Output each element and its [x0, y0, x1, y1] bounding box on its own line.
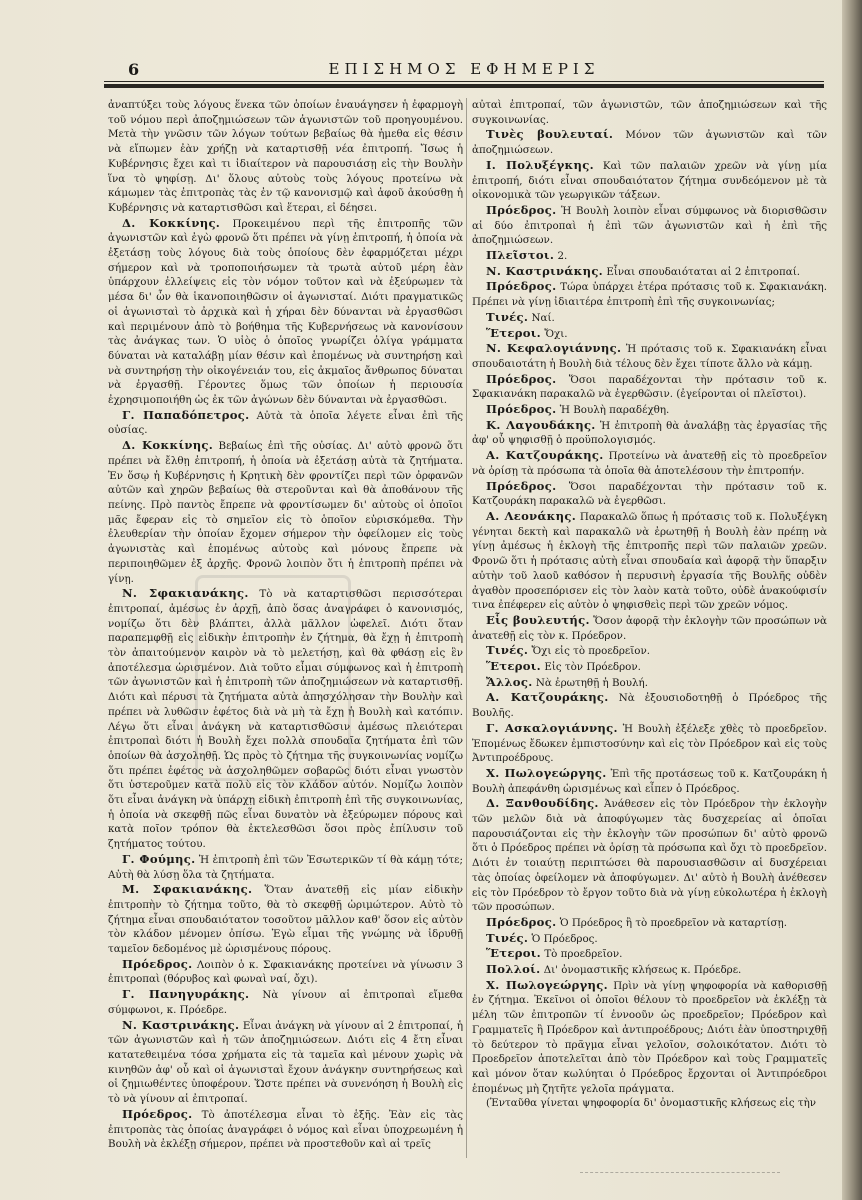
speaker-name: Τινὲς βουλευταί.	[486, 127, 614, 142]
speech-text: Λοιπὸν ὁ κ. Σφακιανάκης προτείνει νὰ γίνωσιν 3 ἐπιτροπαὶ (θόρυβος καὶ φωναὶ ναί, ὄχι).	[108, 958, 463, 986]
speech-paragraph	[472, 402, 827, 418]
speaker-name: Εἷς βουλευτής.	[486, 612, 590, 627]
speech-paragraph	[472, 690, 827, 720]
speaker-name: Τινές.	[486, 643, 529, 658]
speaker-name: Ν. Κεφαλογιάννης.	[486, 341, 622, 356]
speech-text: Μόνον τῶν ἀγωνιστῶν καὶ τῶν ἀποζημιώσεων.	[472, 129, 827, 157]
speaker-name: Πλεῖστοι.	[486, 248, 555, 263]
header-rule-thin	[104, 81, 824, 82]
speech-text: ἀναπτύξει τοὺς λόγους ἕνεκα τῶν ὁποίων ἐναυάγησεν ἡ ἐφαρμογὴ τοῦ νόμου περὶ ἀποζημιώσεων τῶν ἀγωνιστῶν τοῦ προηγουμένου. Μετὰ τὴν γνῶσιν τῶν λόγων τούτων βεβαίως θὰ ἠμεθα εἰς θέσιν νὰ εἴπωμεν ἐὰν χρήζῃ νὰ καταρτισθῇ νέα ἐπιτροπή. Ἴσως ἡ Κυβέρνησις ἔχει καὶ τι ἰδιαίτερον νὰ παρουσιάσῃ εἰς τὴν Βουλὴν ἵνα τὸ ψηφίσῃ. Δι' ὅλους αὐτοὺς τοὺς λόγους προτείνω νὰ κάμωμεν τὰς ἐπιτροπὰς τὰς ἐν τῷ κανονισμῷ καὶ ἀφοῦ ἀκούσθῃ ἡ Κυβέρνησις νὰ καταρτισθῶσι καὶ ἕτεραι, εἰ δέησει.	[108, 99, 463, 214]
speech-text: Τὸ νὰ καταρτισθῶσι περισσότεραι ἐπιτροπαί, ἀμέσως ἐν ἀρχῇ, ἀπὸ ὅσας ἀναγράφει ὁ κανονισμός, νομίζω ὅτι δὲν βλάπτει, ἀλλὰ μᾶλλον ὠφελεῖ. Διότι ὅταν παραπεμφθῇ εἰς εἰδικὴν ἐπιτροπὴν ἐν ζήτημα, θὰ ἔχῃ ἡ ἐπιτροπὴ τὸν ἀπαιτούμενον καιρὸν νὰ τὸ μελετήσῃ, καὶ θὰ φθάσῃ εἰς ἓν ἀποτέλεσμα ὡρισμένον. Διὰ τοῦτο εἶμαι σύμφωνος καὶ ἡ ἐπιτροπὴ τῶν ἀγωνιστῶν καὶ ἡ ἐπιτροπὴ τῶν ἀποζημιώσεων νὰ καταρτισθῇ. Διότι καὶ πέρυσι τὰ ζητήματα αὐτὰ ἀπησχόλησαν τὴν Βουλὴν καὶ πρέπει νὰ λυθῶσιν ἐφέτος διὰ νὰ μὴ τὰ ἔχῃ ἡ Βουλὴ καὶ κατόπιν. Λέγω ὅτι εἶναι ἀνάγκη νὰ καταρτισθῶσιν ἀμέσως πλειότεραι ἐπιτροπαὶ διότι ἡ Βουλὴ ἔχει πολλὰ σπουδαῖα ζητήματα ἐπὶ τῶν ὁποίων θὰ ἀσχοληθῇ. Ὡς πρὸς τὸ ζήτημα τῆς συγκοινωνίας νομίζω ὅτι πρέπει ἐφέτος νὰ ἀσχοληθῶμεν σοβαρῶς διότι εἶναι γνωστὸν ὅτι ὑστεροῦμεν κατὰ πολὺ εἰς τὸν κλάδον αὐτόν. Νομίζω λοιπὸν ὅτι εἶναι ἀνάγκη νὰ ὑπάρχῃ εἰδικὴ ἐπιτροπὴ ἐπὶ τῆς συγκοινωνίας, ἡ ὁποία νὰ σκεφθῇ πῶς εἶναι δυνατὸν νὰ ἐξεύρωμεν πόρους καὶ κατὰ ποῖον τρόπον θὰ ἐκτελεσθῶσι ὅσοι πρὸς ἐπίλυσιν τοῦ ζητήματος τούτου.	[108, 588, 463, 851]
speaker-name: Πρόεδρος.	[486, 279, 557, 294]
speaker-name: Α. Λεονάκης.	[486, 508, 577, 523]
speech-text: Ὅσον ἀφορᾷ τὴν ἐκλογὴν τῶν προσώπων νὰ ἀνατεθῇ εἰς τὸν κ. Πρόεδρον.	[472, 614, 827, 642]
speaker-name: Πρόεδρος.	[486, 914, 557, 929]
speaker-name: Πρόεδρος.	[486, 202, 557, 217]
speech-paragraph	[472, 796, 827, 915]
speech-text: Νὰ ἐρωτηθῇ ἡ Βουλή.	[535, 676, 648, 689]
speech-text: Εἶναι σπουδαιόταται αἱ 2 ἐπιτροπαί.	[606, 265, 801, 278]
speaker-name: Κ. Λαγουδάκης.	[486, 417, 596, 432]
speaker-name: Πολλοί.	[486, 962, 541, 977]
speaker-name: Ν. Σφακιανάκης.	[122, 586, 249, 601]
page-header	[104, 54, 824, 90]
speech-paragraph	[472, 158, 827, 203]
right-column	[472, 98, 827, 1173]
speech-text: Βεβαίως ἐπὶ τῆς οὐσίας. Δι' αὐτὸ φρονῶ ὅτι πρέπει νὰ ἔλθῃ ἐπιτροπή, ἡ ὁποία νὰ ἐξετάσῃ αὐτὰ τὰ ζητήματα. Ἐν ὅσῳ ἡ Κυβέρνησις ἡ Κρητικὴ δὲν φροντίζει περὶ τῶν ὀρφανῶν αὐτῶν καὶ χηρῶν βεβαίως θὰ στεροῦνται καὶ θὰ ἀποθάνουν τῆς πείνης. Πρὸ παντὸς ἔπρεπε νὰ φροντίσωμεν δι' αὐτοὺς οἱ ὁποῖοι μᾶς ἔφεραν εἰς τὸ σημεῖον εἰς τὸ ὁποῖον εὑρισκόμεθα. Τὴν ἐλευθερίαν τὴν ὁποίαν ἔχομεν σήμερον τὴν ὀφείλομεν εἰς τοὺς ἀγωνιστὰς καὶ ἑπομένως αὐτοὺς καὶ μόνους ἔπρεπε νὰ περιποιηθῶμεν ἐξ ἀρχῆς. Φρονῶ λοιπὸν ὅτι ἡ ἐπιτροπὴ πρέπει νὰ γίνῃ.	[108, 440, 463, 585]
speech-paragraph	[108, 408, 463, 438]
speech-paragraph	[472, 264, 827, 280]
footer-mark	[580, 1158, 780, 1173]
speaker-name: Μ. Σφακιανάκης.	[122, 882, 253, 897]
speech-paragraph	[472, 418, 827, 448]
speech-text: (Ἐνταῦθα γίνεται ψηφοφορία δι' ὀνομαστικῆς κλήσεως εἰς τὴν	[486, 1097, 817, 1110]
speech-paragraph	[108, 852, 463, 882]
speech-paragraph	[472, 127, 827, 157]
speaker-name: Χ. Πωλογεώργης.	[486, 765, 607, 780]
speech-text: Νὰ ἐξουσιοδοτηθῇ ὁ Πρόεδρος τῆς Βουλῆς.	[472, 692, 827, 720]
speech-paragraph	[108, 98, 463, 216]
speaker-name: Πρόεδρος.	[486, 402, 557, 417]
speech-paragraph	[472, 279, 827, 309]
speech-paragraph	[472, 915, 827, 931]
speech-paragraph	[472, 978, 827, 1097]
speech-paragraph	[108, 1107, 463, 1152]
speaker-name: Πρόεδρος.	[486, 478, 557, 493]
speech-text: Ἡ ἐπιτροπὴ ἐπὶ τῶν Ἐσωτερικῶν τί θὰ κάμῃ τότε; Αὐτὴ θὰ λύσῃ ὅλα τὰ ζητήματα.	[108, 853, 463, 881]
speaker-name: Ν. Καστρινάκης.	[486, 263, 604, 278]
speech-text: Προτείνω νὰ ἀνατεθῇ εἰς τὸ προεδρεῖον νὰ ὁρίσῃ τὰ πρόσωπα τὰ ὁποῖα θὰ ἀποτελέσουν τὴν ἐπιτροπήν.	[472, 450, 827, 477]
speech-paragraph	[472, 766, 827, 796]
speech-paragraph	[472, 203, 827, 248]
speaker-name: Πρόεδρος.	[486, 371, 557, 386]
speech-paragraph	[472, 721, 827, 766]
speech-paragraph	[472, 509, 827, 613]
speech-paragraph	[472, 613, 827, 643]
speaker-name: Ἕτεροι.	[486, 325, 542, 340]
speaker-name: Τινές.	[486, 309, 529, 324]
speech-paragraph	[472, 946, 827, 962]
speech-paragraph	[108, 987, 463, 1017]
speech-text: Ὄχι εἰς τὸ προεδρεῖον.	[531, 645, 651, 658]
speaker-name: Ἕτεροι.	[486, 659, 542, 674]
running-title: ΕΠΙΣΗΜΟΣ ΕΦΗΜΕΡΙΣ	[328, 60, 600, 78]
speech-paragraph	[108, 957, 463, 987]
page-number: 6	[128, 60, 140, 79]
speaker-name: Δ. Κοκκίνης.	[122, 438, 214, 453]
speech-text: Πρὶν νὰ γίνῃ ψηφοφορία νὰ καθορισθῇ ἐν ζήτημα. Ἐκεῖνοι οἱ ὁποῖοι θέλουν τὸ προεδρεῖον νὰ ἐκλέξῃ τὰ μέλη τῶν ἐπιτροπῶν τί ἐννοοῦν ὡς προεδρεῖον; Πρόεδρον καὶ Γραμματεῖς ἢ Πρόεδρον καὶ ἀντιπροέδρους; Διότι ἐὰν ὑποστηριχθῇ τὸ δεύτερον τὸ πρᾶγμα εἶναι γελοῖον, σολοικότατον. Διότι τὸ Προεδρεῖον ἀποτελεῖται ἀπὸ τὸν Πρόεδρον καὶ τοὺς Γραμματεῖς καὶ μόνον ὅταν κωλύηται ὁ Πρόεδρος ἔρχονται οἱ Ἀντιπρόεδροι ἑπομένως μὴ ζητῆτε γελοῖα πράγματα.	[472, 979, 827, 1095]
speaker-name: Γ. Παπαδόπετρος.	[122, 407, 250, 422]
speaker-name: Ν. Καστρινάκης.	[122, 1017, 240, 1032]
speech-text: Ἡ πρότασις τοῦ κ. Σφακιανάκη εἶναι σπουδαιοτάτη ἡ Βουλὴ διὰ τέλους δὲν ἔχει τίποτε ἄλλο νὰ κάμῃ.	[472, 343, 827, 370]
speaker-name: Α. Κατζουράκης.	[486, 448, 604, 463]
speaker-name: Γ. Ασκαλογιάννης.	[486, 720, 618, 735]
header-rule-thick	[104, 84, 824, 88]
speaker-name: Ἕτεροι.	[486, 946, 542, 961]
speaker-name: Τινές.	[486, 930, 529, 945]
speech-text: Ὄχι.	[544, 327, 568, 340]
speech-text: Ὅσοι παραδέχονται τὴν πρότασιν τοῦ κ. Κατζουράκη παρακαλῶ νὰ ἐγερθῶσι.	[472, 480, 827, 508]
speaker-name: Δ. Ξανθουδίδης.	[486, 796, 599, 811]
speech-text: 2.	[557, 250, 568, 263]
speech-paragraph	[108, 586, 463, 852]
speech-text: αὐταὶ ἐπιτροπαί, τῶν ἀγωνιστῶν, τῶν ἀποζημιώσεων καὶ τῆς συγκοινωνίας.	[472, 99, 827, 126]
speech-paragraph	[472, 341, 827, 371]
speech-text: Προκειμένου περὶ τῆς ἐπιτροπῆς τῶν ἀγωνιστῶν καὶ ἐγὼ φρονῶ ὅτι πρέπει νὰ γίνῃ ἐπιτροπή, ἡ ὁποία νὰ ἐξετάσῃ τοὺς λόγους διὰ τοὺς ὁποίους δὲν ἐφαρμόζεται μέχρι σήμερον καὶ νὰ τροποποιήσωμεν τὰ τρωτὰ αὐτοῦ μέρη ἐὰν ὑπάρχουν ἐλλείψεις εἰς τὸν νόμον τοῦτον καὶ νὰ ἐξεύρωμεν τὰ μέσα δι' ὧν θὰ ἱκανοποιηθῶσιν οἱ ἀγωνισταί. Διότι πραγματικῶς οἱ ἀγωνισταὶ τὸ ἀρχικὰ καὶ ἡ χήραι δὲν δύνανται νὰ ἐργασθῶσι καὶ περιμένουν ἀπὸ τὸ βοήθημα τῆς Κυβερνήσεως νὰ κανονίσουν τὰς ἀνάγκας των. Ὁ υἱὸς ὁ ὁποῖος γνωρίζει ὀλίγα γράμματα δύναται νὰ καταλάβῃ μίαν θέσιν καὶ ἑπομένως νὰ συντηρήσῃ καὶ νὰ συντηρήσῃ τὴν οἰκογένειάν του, εἰς ἀκμαῖος ἄνθρωπος δύναται νὰ ἐργασθῇ. Γέροντες ὅμως τῶν ὁποίων ἡ περιουσία ἐχρησιμοποιήθη ὡς ἐκ τῶν ἀγώνων δὲν δύνανται νὰ ἐργασθῶσι.	[108, 217, 463, 407]
speech-paragraph	[472, 675, 827, 691]
speech-text: Καὶ τῶν παλαιῶν χρεῶν νὰ γίνῃ μία ἐπιτροπή, διότι εἶναι σπουδαιότατον ζήτημα συνδεόμενον μὲ τὰ οἰκονομικὰ τῶν γεωργικῶν τάξεων.	[472, 159, 827, 202]
speaker-name: Ι. Πολυξέγκης.	[486, 157, 594, 172]
speech-paragraph	[472, 98, 827, 127]
speech-text: Ἡ Βουλὴ παραδέχθη.	[559, 404, 670, 417]
speech-paragraph	[108, 882, 463, 957]
speech-text: Ναί.	[531, 311, 555, 324]
speaker-name: Ἄλλος.	[486, 674, 533, 689]
book-spine	[842, 0, 862, 1200]
speech-text: Ἐπὶ τῆς προτάσεως τοῦ κ. Κατζουράκη ἡ Βουλὴ ἀπεφάνθη ὡρισμένως καὶ εἶπεν ὁ Πρόεδρος.	[472, 767, 827, 795]
speech-paragraph	[472, 659, 827, 675]
speech-text: Ὅσοι παραδέχονται τὴν πρότασιν τοῦ κ. Σφακιανάκη παρακαλῶ νὰ ἐγερθῶσιν. (ἐγείρονται οἱ πλεῖστοι).	[472, 373, 827, 401]
speech-paragraph	[108, 1018, 463, 1107]
speech-paragraph	[472, 1096, 827, 1111]
left-column	[108, 98, 463, 1173]
speech-text: Εἶναι ἀνάγκη νὰ γίνουν αἱ 2 ἐπιτροπαί, ἡ τῶν ἀγωνιστῶν καὶ ἡ τῶν ἀποζημιώσεων. Διότι εἰς 4 ἔτη εἶναι κατατεθειμένα τόσα χρήματα εἰς τὰ ταμεῖα καὶ μένουν χωρὶς νὰ κινηθῶν ἀφ' οὗ καὶ οἱ ἀγωνισταὶ ἔχουν ἀνάγκην συντηρήσεως καὶ οἱ ζημιωθέντες ὑποφέρουν. Ὥστε πρέπει νὰ συνενόηση ἡ Βουλὴ εἰς τὸ νὰ γίνουν αἱ ἐπιτροπαί.	[108, 1019, 463, 1106]
speech-paragraph	[472, 643, 827, 659]
speaker-name: Πρόεδρος.	[122, 956, 193, 971]
speech-paragraph	[472, 962, 827, 978]
speech-text: Ἀνάθεσεν εἰς τὸν Πρόεδρον τὴν ἐκλογὴν τῶν μελῶν διὰ νὰ ἀποφύγωμεν τὰς δυσχερείας αἱ ὁποῖαι παρουσιάζονται εἰς τὴν ἐκλογὴν τῶν προσώπων δι' αὐτὸ φρονῶ ὅτι ὁ Πρόεδρος πρέπει νὰ ὁρίσῃ τὰ πρόσωπα καὶ ὄχι τὸ προεδρεῖον. Διότι ἐν τοιαύτῃ περιπτώσει θὰ παρουσιασθῶσιν αἱ δυσχέρειαι τὰς ὁποίας ὀφείλομεν νὰ ἀποφύγωμεν. Δι' αὐτὸ ἡ Βουλὴ ἀνέθεσεν εἰς τὸν Πρόεδρον τὸ ἔργον τοῦτο διὰ νὰ γίνῃ εὐκολωτέρα ἡ ἐκλογὴ τῶν προσώπων.	[472, 798, 827, 914]
speech-paragraph	[108, 216, 463, 408]
speaker-name: Α. Κατζουράκης.	[486, 690, 609, 705]
speech-text: Τὸ ἀποτέλεσμα εἶναι τὸ ἑξῆς. Ἐὰν εἰς τὰς ἐπιτροπὰς τὰς ὁποίας ἀναγράφει ὁ νόμος καὶ εἶναι ὑποχρεωμένη ἡ Βουλὴ νὰ ἐκλέξῃ σήμερον, πρέπει νὰ προστεθοῦν καὶ αἱ τρεῖς	[108, 1108, 463, 1151]
speech-paragraph	[472, 931, 827, 947]
speech-text: Αὐτὰ τὰ ὁποῖα λέγετε εἶναι ἐπὶ τῆς οὐσίας.	[108, 409, 463, 437]
speech-paragraph	[472, 372, 827, 402]
speech-paragraph	[472, 479, 827, 509]
speech-text: Τὸ προεδρεῖον.	[544, 948, 623, 961]
speech-paragraph	[472, 310, 827, 326]
speaker-name: Πρόεδρος.	[122, 1106, 193, 1121]
speaker-name: Δ. Κοκκίνης.	[122, 215, 221, 230]
speech-text: Ἡ Βουλὴ ἐξέλεξε χθὲς τὸ προεδρεῖον. Ἐπομένως ἔδωκεν ἐμπιστοσύνην καὶ εἰς τὸν Πρόεδρον καὶ εἰς τοὺς Ἀντιπροέδρους.	[472, 722, 827, 765]
speech-text: Δι' ὀνομαστικῆς κλήσεως κ. Πρόεδρε.	[543, 964, 742, 977]
speech-text: Νὰ γίνουν αἱ ἐπιτροπαὶ εἴμεθα σύμφωνοι, κ. Πρόεδρε.	[108, 989, 463, 1016]
speech-paragraph	[472, 248, 827, 264]
speech-text: Ἡ Βουλὴ λοιπὸν εἶναι σύμφωνος νὰ διορισθῶσιν αἱ δύο ἐπιτροπαὶ ἡ ἐπὶ τῶν ἀγωνιστῶν καὶ ἡ ἐπὶ τῆς ἀποζημιώσεων.	[472, 204, 827, 247]
column-divider	[466, 98, 467, 1158]
speech-paragraph	[108, 438, 463, 586]
speech-text: Ἡ ἐπιτροπὴ θὰ ἀναλάβῃ τὰς ἐργασίας τῆς ἀφ' οὗ ψηφισθῇ ὁ προϋπολογισμός.	[472, 419, 827, 447]
speech-text: Τώρα ὑπάρχει ἑτέρα πρότασις τοῦ κ. Σφακιανάκη. Πρέπει νὰ γίνῃ ἰδιαιτέρα ἐπιτροπὴ ἐπὶ τῆς συγκοινωνίας;	[472, 281, 827, 309]
speech-text: Ὅταν ἀνατεθῇ εἰς μίαν εἰδικὴν ἐπιτροπὴν τὸ ζήτημα τοῦτο, θὰ τὸ σκεφθῇ ὡριμώτερον. Αὐτὸ τὸ ζήτημα εἶναι σπουδαιότατον τοσοῦτον μᾶλλον καθ' ὅσον εἰς αὐτὸν τὸν κλάδον μένομεν ὀπίσω. Ἐγὼ εἶμαι τῆς γνώμης νὰ ἱδρυθῇ ταμεῖον δεδομένος μὲ ὡρισμένους πόρους.	[108, 884, 463, 956]
speech-text: Παρακαλῶ ὅπως ἡ πρότασις τοῦ κ. Πολυξέγκη γένηται δεκτὴ καὶ παρακαλῶ νὰ ἐρωτηθῇ ἡ Βουλὴ ἐὰν πρέπῃ νὰ γίνῃ ἀμέσως ἡ ἐκλογὴ τῆς ἐπιτροπῆς περὶ τῶν παλαιῶν χρεῶν. Φρονῶ ὅτι ἡ πρότασις αὐτὴ εἶναι σπουδαία καὶ ἀφορᾷ τὴν ὕπαρξιν αὐτὴν τοῦ λαοῦ καθόσον ἡ περυσινὴ ἐργασία τῆς Βουλῆς οὐδὲν ἀγαθὸν προσεπόρισεν εἰς τὸν λαὸν κατὰ τοῦτο, οὐδὲ ἀνακούφισίν τινα ἐπέφερεν εἰς αὐτὸν ὁ ψηφισθεὶς περὶ τῶν χρεῶν νόμος.	[472, 510, 827, 612]
speech-paragraph	[472, 448, 827, 478]
speaker-name: Χ. Πωλογεώργης.	[486, 977, 608, 992]
speech-text: Εἰς τὸν Πρόεδρον.	[544, 661, 641, 674]
speaker-name: Γ. Φούμης.	[122, 851, 196, 866]
speech-paragraph	[472, 326, 827, 342]
speech-text: Ὁ Πρόεδρος.	[531, 932, 598, 945]
speaker-name: Γ. Πανηγυράκης.	[122, 987, 250, 1002]
speech-text: Ὁ Πρόεδρος ἢ τὸ προεδρεῖον νὰ καταρτίσῃ.	[559, 916, 787, 929]
